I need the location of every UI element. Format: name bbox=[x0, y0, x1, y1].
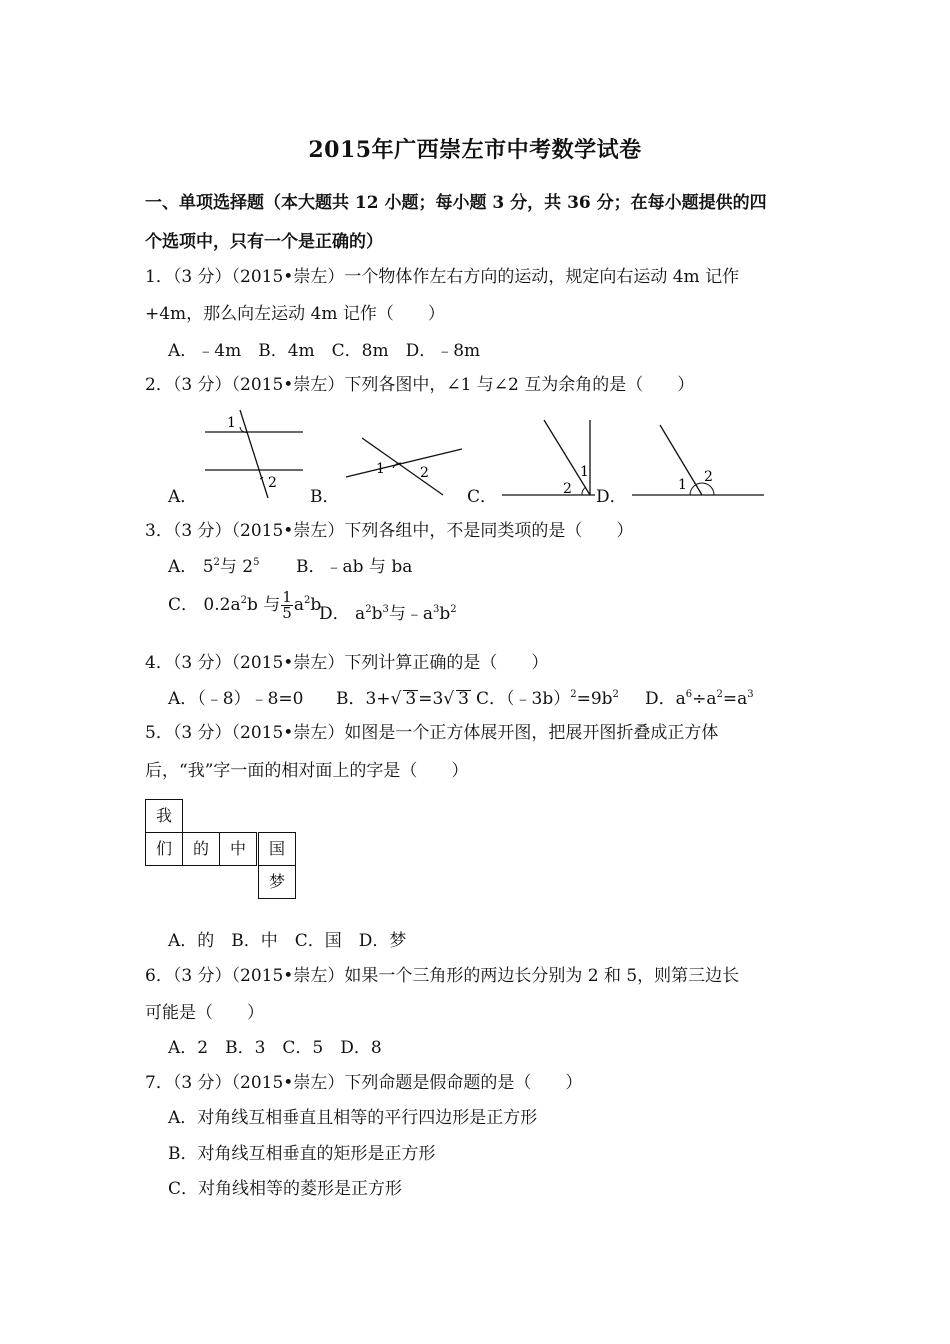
figure-b bbox=[346, 438, 462, 495]
net-cell-wo: 我 bbox=[145, 799, 183, 833]
q3-option-c: C． $0.2a^2b$ 与 $\frac{1}{5}$ $a^2b$ bbox=[168, 588, 322, 622]
q7-line1: 7．（3 分）（2015•崇左）下列命题是假命题的是（ ） bbox=[145, 1073, 583, 1093]
net-cell-guo: 国 bbox=[258, 832, 296, 866]
q6-line2: 可能是（ ） bbox=[145, 1003, 264, 1023]
fig-c-angle1: 1 bbox=[580, 464, 589, 480]
fig-c-angle2: 2 bbox=[563, 481, 572, 497]
q5-line2: 后，“我”字一面的相对面上的字是（ ） bbox=[145, 761, 469, 781]
net-cell-de: 的 bbox=[182, 832, 220, 866]
q4-option-a: A．（﹣8）﹣8=0 bbox=[168, 689, 304, 709]
q1-line2: +4m，那么向左运动 4m 记作（ ） bbox=[145, 304, 445, 324]
q7-option-c: C．对角线相等的菱形是正方形 bbox=[168, 1179, 403, 1199]
figure-d bbox=[632, 425, 764, 495]
q7-option-a: A．对角线互相垂直且相等的平行四边形是正方形 bbox=[168, 1108, 538, 1128]
q7-option-b: B．对角线互相垂直的矩形是正方形 bbox=[168, 1144, 436, 1164]
q1-line1: 1．（3 分）（2015•崇左）一个物体作左右方向的运动，规定向右运动 4m 记作 bbox=[145, 267, 740, 287]
page-title: 2015年广西崇左市中考数学试卷 bbox=[308, 137, 642, 163]
fig-d-angle1: 1 bbox=[678, 477, 687, 493]
q3-line1: 3．（3 分）（2015•崇左）下列各组中，不是同类项的是（ ） bbox=[145, 521, 634, 541]
q2-label-c: C． bbox=[467, 487, 498, 507]
q3-option-a: A． $5^2$与 $2^5$ bbox=[168, 557, 260, 577]
q3-option-d: D． $a^2b^3$与$﹣a^3b^2$ bbox=[319, 604, 457, 624]
q6-line1: 6．（3 分）（2015•崇左）如果一个三角形的两边长分别为 2 和 5，则第三边长 bbox=[145, 966, 740, 986]
q5-options: A．的 B．中 C．国 D．梦 bbox=[168, 931, 407, 951]
q2-figures bbox=[190, 405, 780, 505]
fig-d-angle2: 2 bbox=[704, 469, 713, 485]
net-cell-zhong: 中 bbox=[219, 832, 257, 866]
q1-options: A．﹣4m B．4m C．8m D．﹣8m bbox=[168, 341, 481, 361]
figure-a bbox=[205, 410, 303, 498]
q2-line1: 2．（3 分）（2015•崇左）下列各图中，∠1 与∠2 互为余角的是（ ） bbox=[145, 375, 695, 395]
q4-option-c: C．$(﹣3b)^2=9b^2$ bbox=[476, 689, 619, 709]
fig-b-angle1: 1 bbox=[376, 461, 385, 477]
q2-label-a: A． bbox=[168, 487, 198, 507]
cube-net bbox=[145, 799, 300, 900]
section-heading-line2: 个选项中，只有一个是正确的） bbox=[145, 232, 383, 252]
q2-label-b: B． bbox=[310, 487, 340, 507]
q4-option-d: D．$a^6\div a^2=a^3$ bbox=[645, 689, 754, 709]
fig-a-angle2: 2 bbox=[268, 475, 277, 491]
fig-b-angle2: 2 bbox=[420, 465, 429, 481]
q2-label-d: D． bbox=[596, 487, 627, 507]
fig-a-angle1: 1 bbox=[227, 415, 236, 431]
q5-line1: 5．（3 分）（2015•崇左）如图是一个正方体展开图，把展开图折叠成正方体 bbox=[145, 723, 719, 743]
q3-option-b: B．﹣ab 与 ba bbox=[296, 557, 413, 577]
q6-options: A．2 B．3 C．5 D．8 bbox=[168, 1038, 382, 1058]
q4-line1: 4．（3 分）（2015•崇左）下列计算正确的是（ ） bbox=[145, 653, 549, 673]
figure-c bbox=[502, 420, 595, 497]
net-cell-meng: 梦 bbox=[258, 865, 296, 899]
q4-option-b: B．3+√ 3 =3√ 3 bbox=[336, 689, 469, 709]
section-heading-line1: 一、单项选择题（本大题共 12 小题；每小题 3 分，共 36 分；在每小题提供的四 bbox=[145, 193, 767, 213]
net-cell-men: 们 bbox=[145, 832, 183, 866]
